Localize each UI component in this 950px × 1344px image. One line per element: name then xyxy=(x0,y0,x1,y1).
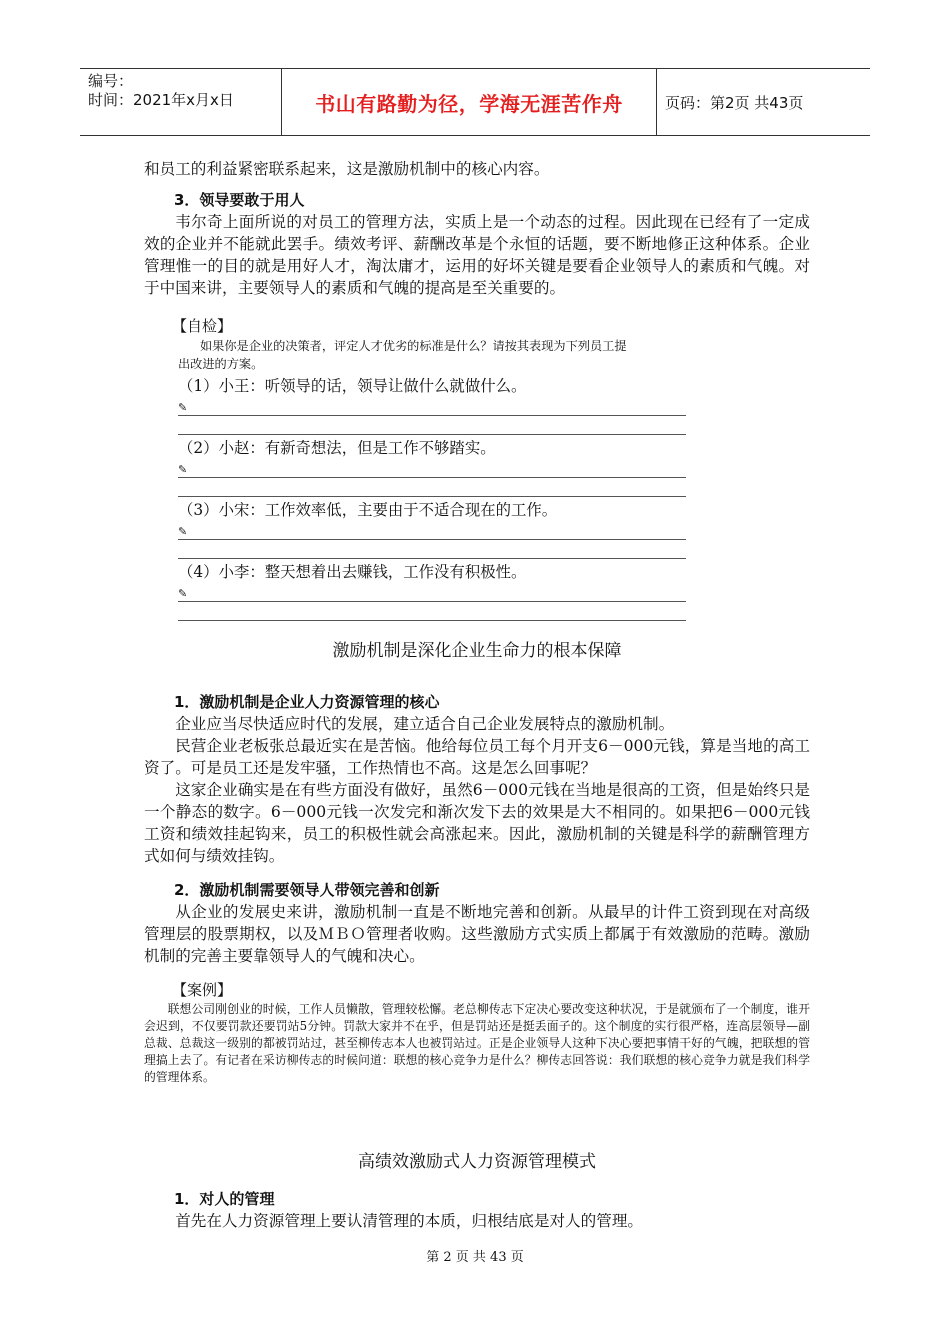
heading-incentive-core: 1．激励机制是企业人力资源管理的核心 xyxy=(174,693,440,711)
section-title-incentive: 激励机制是深化企业生命力的根本保障 xyxy=(332,641,622,661)
page-footer: 第 2 页 共 43 页 xyxy=(426,1250,524,1265)
time-label: 时间：2021年x月x日 xyxy=(88,91,234,109)
answer-line[interactable] xyxy=(178,397,686,416)
selfcheck-label: 【自检】 xyxy=(172,317,233,335)
selfcheck-prompt-2: 出改进的方案。 xyxy=(178,357,264,371)
number-label: 编号： xyxy=(88,72,134,90)
page-header xyxy=(80,68,870,136)
question-item: （4）小李：整天想着出去赚钱，工作没有积极性。 xyxy=(178,563,527,581)
paragraph-salary-performance: 这家企业确实是在有些方面没有做好，虽然6－000元钱在当地是很高的工资，但是始终只是一个静态的数字。6－000元钱一次发完和渐次发下去的效果是大不相同的。如果把6－000元钱工资和绩效挂起钩来，员工的积极性就会高涨起来。因此，激励机制的关键是科学的薪酬管理方式如何与绩效挂钩。 xyxy=(144,781,810,865)
question-item: （3）小宋：工作效率低，主要由于不适合现在的工作。 xyxy=(178,501,558,519)
pen-icon: ✎ xyxy=(178,401,188,414)
heading-lead-use-talent: 3．领导要敢于用人 xyxy=(174,191,305,209)
heading-incentive-leader: 2．激励机制需要领导人带领完善和创新 xyxy=(174,881,440,899)
paragraph-welch: 韦尔奇上面所说的对员工的管理方法，实质上是一个动态的过程。因此现在已经有了一定成效的企业并不能就此罢手。绩效考评、薪酬改革是个永恒的话题，要不断地修正这种体系。企业管理惟一的目的就是用好人才，淘汰庸才，运用的好坏关键是要看企业领导人的素质和气魄。对于中国来讲，主要领导人的素质和气魄的提高是至关重要的。 xyxy=(144,213,810,297)
paragraph-boss-zhang: 民营企业老板张总最近实在是苦恼。他给每位员工每个月开支6－000元钱，算是当地的高工资了。可是员工还是发牢骚，工作热情也不高。这是怎么回事呢？ xyxy=(144,737,810,777)
answer-line[interactable] xyxy=(178,416,686,435)
question-item: （1）小王：听领导的话，领导让做什么就做什么。 xyxy=(178,377,527,395)
answer-line[interactable] xyxy=(178,459,686,478)
pen-icon: ✎ xyxy=(178,525,188,538)
selfcheck-prompt-1: 如果你是企业的决策者，评定人才优劣的标准是什么？请按其表现为下列员工提 xyxy=(200,339,627,353)
pen-icon: ✎ xyxy=(178,463,188,476)
document-body xyxy=(144,150,810,1232)
answer-line[interactable] xyxy=(178,583,686,602)
question-item: （2）小赵：有新奇想法，但是工作不够踏实。 xyxy=(178,439,496,457)
paragraph-history: 从企业的发展史来讲，激励机制一直是不断地完善和创新。从最早的计件工资到现在对高级管理层的股票期权，以及ＭＢＯ管理者收购。这些激励方式实质上都属于有效激励的范畴。激励机制的完善主要靠领导人的气魄和决心。 xyxy=(144,903,810,965)
case-text: 联想公司刚创业的时候，工作人员懒散，管理较松懈。老总柳传志下定决心要改变这种状况，于是就颁布了一个制度，谁开会迟到，不仅要罚款还要罚站5分钟。罚款大家并不在乎，但是罚站还是挺丢面子的。这个制度的实行很严格，连高层领导—副总裁、总裁这一级别的都被罚站过，甚至柳传志本人也被罚站过。正是企业领导人这种下决心要把事情干好的气魄，把联想的管理搞上去了。有记者在采访柳传志的时候问道：联想的核心竞争力是什么？柳传志回答说：我们联想的核心竞争力就是我们科学的管理体系。 xyxy=(144,1002,810,1084)
paragraph-manage-people: 首先在人力资源管理上要认清管理的本质，归根结底是对人的管理。 xyxy=(175,1212,644,1230)
header-meta xyxy=(80,69,282,135)
case-label: 【案例】 xyxy=(172,981,233,999)
header-motto: 书山有路勤为径，学海无涯苦作舟 xyxy=(282,69,657,135)
paragraph-adapt: 企业应当尽快适应时代的发展，建立适合自己企业发展特点的激励机制。 xyxy=(175,715,675,733)
section-title-hr-model: 高绩效激励式人力资源管理模式 xyxy=(358,1152,596,1172)
answer-line[interactable] xyxy=(178,540,686,559)
pen-icon: ✎ xyxy=(178,587,188,600)
heading-manage-people: 1．对人的管理 xyxy=(174,1190,275,1208)
header-page-info: 页码：第2页 共43页 xyxy=(665,93,804,112)
answer-line[interactable] xyxy=(178,478,686,497)
answer-line[interactable] xyxy=(178,521,686,540)
answer-line[interactable] xyxy=(178,602,686,621)
intro-line: 和员工的利益紧密联系起来，这是激励机制中的核心内容。 xyxy=(144,160,550,178)
